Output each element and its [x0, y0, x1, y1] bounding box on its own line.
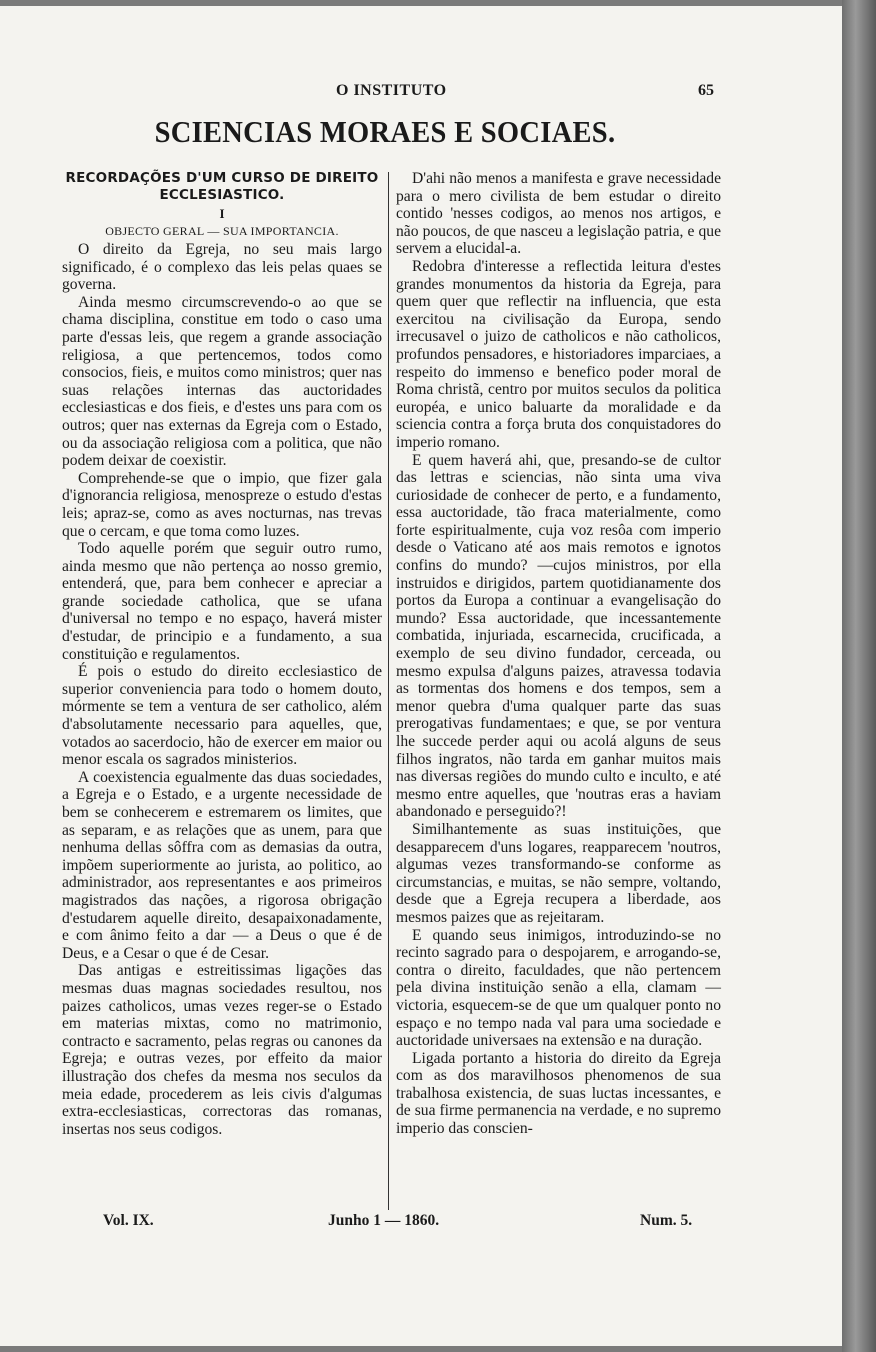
paragraph: D'ahi não menos a manifesta e grave necessidade para o mero civilista de bem estudar o direito contido 'nesses codigos, ao menos nos artigos, e não poucos, de que nasceu a legislação patria, e que servem a elucidal-a. — [396, 170, 721, 258]
paragraph: Redobra d'interesse a reflectida leitura d'estes grandes monumentos da historia da Egreja, para quem quer que reflectir na influencia, que esta exercitou na civilisação da Europa, sendo irrecusavel o juizo de catholicos e não catholicos, profundos pensadores, e historiadores imparciaes, a respeito do immenso e benefico poder moral de Roma christã, centro por muitos seculos da politica européa, e unico baluarte da moralidade e da sciencia contra a força bruta dos conquistadores do imperio romano. — [396, 257, 721, 451]
paragraph: O direito da Egreja, no seu mais largo significado, é o complexo das leis pelas quaes se governa. — [62, 241, 382, 294]
paragraph: Ainda mesmo circumscrevendo-o ao que se chama disciplina, constitue em todo o caso uma parte d'essas leis, que regem a grande associação religiosa, a que pertencemos, todos como consocios, fieis, e muitos como ministros; quer nas suas relações internas das auctoridades ecclesiasticas e dos fieis, e d'estes uns para com os outros; quer nas externas da Egreja com o Estado, ou da associação religiosa com a politica, que não podem deixar de coexistir. — [62, 293, 382, 470]
paragraph: Comprehende-se que o impio, que fizer gala d'ignorancia religiosa, menospreze o estudo d'estas leis; apraz-se, como as aves nocturnas, nas trevas que o cercam, e que toma como luzes. — [62, 469, 382, 540]
paragraph: E quando seus inimigos, introduzindo-se no recinto sagrado para o despojarem, e arrogando-se, contra o direito, faculdades, que não pertencem pela divina instituição senão a ella, clamam — victoria, esquecem-se de que um qualquer ponto no espaço e no tempo nada val para uma sociedade e auctoridade universaes na extensão e na duração. — [396, 926, 721, 1050]
book-spine-edge — [842, 0, 876, 1352]
article-title-line-1: RECORDAÇÕES D'UM CURSO DE DIREITO — [65, 170, 379, 186]
left-column — [62, 170, 382, 1138]
issue-date: Junho 1 — 1860. — [328, 1212, 440, 1229]
volume-label: Vol. IX. — [103, 1212, 154, 1229]
paragraph: Similhantemente as suas instituições, que desapparecem d'uns logares, reapparecem 'noutros, algumas vezes transformando-se conforme as circumstancias, e muitas, se não sempre, voltando, desde que a Egreja recupera a liberdade, aos mesmos paizes que as rejeitaram. — [396, 820, 721, 926]
chapter-subheading: OBJECTO GERAL — SUA IMPORTANCIA. — [105, 224, 339, 238]
issue-number: Num. 5. — [640, 1212, 693, 1229]
paragraph: É pois o estudo do direito ecclesiastico de superior conveniencia para todo o homem douto, mórmente se tem a ventura de ser catholico, além d'absolutamente necessario para aquelles, que, votados ao sacerdocio, hão de exercer em maior ou menor escala os sagrados ministerios. — [62, 663, 382, 769]
paragraph: Todo aquelle porém que seguir outro rumo, ainda mesmo que não pertença ao nosso gremio, entenderá, que, para bem conhecer e apreciar a grande sociedade catholica, que se ufana d'universal no tempo e no espaço, haverá mister d'estudar, de principio e a fundamento, a sua constituição e regulamentos. — [62, 540, 382, 663]
section-title: SCIENCIAS MORAES E SOCIAES. — [154, 114, 616, 149]
page-number: 65 — [698, 82, 714, 99]
chapter-number: I — [219, 206, 225, 221]
paragraph: Das antigas e estreitissimas ligações das mesmas duas magnas sociedades resultou, nos paizes catholicos, umas vezes reger-se o Estado em materias mixtas, como no matrimonio, contracto e sacramento, pelas regras ou canones da Egreja; e outras vezes, por effeito da maior illustração dos chefes da mesma nos seculos da meia edade, procederem as leis civis d'algumas extra-ecclesiasticas, correctoras das romanas, insertas nos seus codigos. — [62, 962, 382, 1138]
right-column — [396, 170, 721, 1138]
paragraph: A coexistencia egualmente das duas sociedades, a Egreja e o Estado, e a urgente necessidade de bem se conhecerem e estremarem os limites, que as separam, e as relações que as unem, para que nenhuma dellas sôffra com as demasias da outra, impõem superiormente ao jurista, ao politico, ao administrador, aos representantes e aos primeiros magistrados das nações, a rigorosa obrigação d'estudarem aquelle direito, desapaixonadamente, e com ânimo feito a dar — a Deus o que é de Deus, e a Cesar o que é de Cesar. — [62, 768, 382, 962]
paragraph: E quem haverá ahi, que, presando-se de cultor das lettras e sciencias, não sinta uma viva curiosidade de conhecer de perto, e a fundamento, essa auctoridade, tão fraca materialmente, como forte espiritualmente, cuja voz resôa com imperio desde o Vaticano até aos mais remotos e ignotos confins do mundo? —cujos ministros, por ella instruidos e dirigidos, partem quotidianamente dos portos da Europa a continuar a evangelisação do mundo? Essa auctoridade, que incessantemente combatida, injuriada, escarnecida, crucificada, a exemplo de seu divino fundador, cerceada, ou mesmo expulsa d'alguns paizes, atravessa todavia as tormentas dos homens e dos tempos, sem a menor quebra d'uma qualquer parte das suas prerogativas fundamentaes; e que, se por ventura lhe succede perder aqui ou acolá alguns de seus filhos ingratos, não tarda em ganhar muitos mais nas diversas regiões do mundo culto e inculto, e até mesmo entre aquelles, que 'noutras eras a haviam abandonado e perseguido?! — [396, 451, 721, 821]
paragraph: Ligada portanto a historia do direito da Egreja com as dos maravilhosos phenomenos de sua trabalhosa existencia, de suas luctas incessantes, e de sua firme permanencia na verdade, e no supremo imperio das conscien- — [396, 1049, 721, 1138]
page-header — [0, 82, 842, 106]
column-divider — [388, 172, 389, 1210]
article-title-line-2: ECCLESIASTICO. — [159, 187, 285, 203]
page-footer — [0, 1212, 842, 1234]
running-title: O INSTITUTO — [336, 82, 447, 99]
article-title — [62, 170, 382, 204]
